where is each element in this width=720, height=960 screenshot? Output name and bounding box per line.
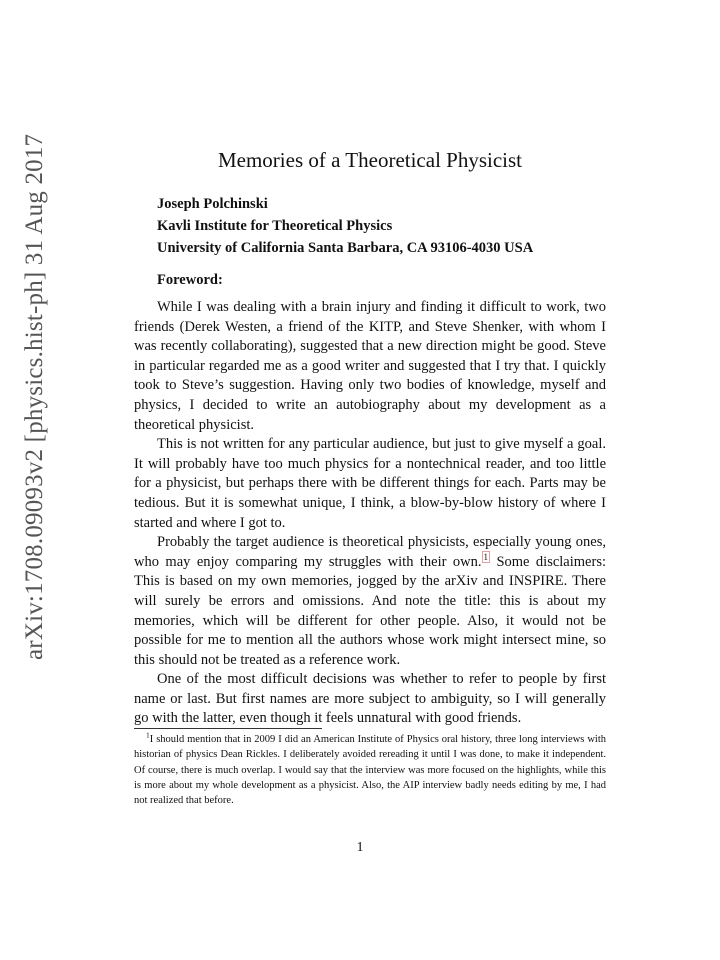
author-block <box>157 193 607 259</box>
footnote-divider <box>134 728 322 729</box>
paragraph-4: One of the most difficult decisions was whether to refer to people by first name or last. But first names are more subject to ambiguity, so I will generally go with the latter, even though it feels unnatural with good friends. <box>134 671 606 727</box>
author-institute: Kavli Institute for Theoretical Physics <box>157 218 393 234</box>
author-university: University of California Santa Barbara, CA 93106-4030 USA <box>157 240 534 256</box>
paragraph-3-text-after-ref: Some disclaimers: This is based on my own memories, jogged by the arXiv and INSPIRE. There will surely be errors and omissions. And note the title: this is about my memories, which will be different for other people. Also, it would not be possible for me to mention all the authors whose work might intersect mine, so this should not be treated as a reference work. <box>134 553 606 668</box>
page-number: 1 <box>356 840 364 855</box>
footnote-mark: 1 <box>146 730 150 740</box>
paragraph-3 <box>134 533 606 670</box>
paragraph-1: While I was dealing with a brain injury and finding it difficult to work, two friends (Derek Westen, a friend of the KITP, and Steve Shenker, with whom I was recently collaborating), suggested that a new direction might be good. Steve in particular regarded me as a good writer and suggested that I try that. I quickly took to Steve’s suggestion. Having only two bodies of knowledge, myself and physics, I decided to write an autobiography about my development as a theoretical physicist. <box>134 299 606 433</box>
paragraph-3-text-before-ref: Probably the target audience is theoretical physicists, especially young ones, who may enjoy comparing my struggles with their own. <box>134 534 606 570</box>
paper-title: Memories of a Theoretical Physicist <box>217 148 523 172</box>
arxiv-identifier-stamp: arXiv:1708.09093v2 [physics.hist-ph] 31 Aug 2017 <box>21 133 48 660</box>
footnote-text: I should mention that in 2009 I did an American Institute of Physics oral history, three long interviews with historian of physics Dean Rickles. I deliberately avoided rereading it until I was done, to make it independent. Of course, there is much overlap. I would say that the interview was more focused on the highlights, while this is more about my whole development as a physicist. Also, the AIP interview badly needs editing by me, I had not realized that before. <box>134 734 606 807</box>
footnote-reference-link[interactable]: 1 <box>483 551 489 562</box>
author-name: Joseph Polchinski <box>157 196 268 212</box>
section-heading-foreword: Foreword: <box>157 272 223 288</box>
body-text <box>134 298 606 729</box>
paragraph-2: This is not written for any particular audience, but just to give myself a goal. It will probably have too much physics for a nontechnical reader, and too little for a physicist, but perhaps there with be different things for each. Parts may be tedious. But it is somewhat unique, I think, a blow-by-blow history of where I started and where I got to. <box>134 436 606 531</box>
footnote <box>134 732 606 808</box>
